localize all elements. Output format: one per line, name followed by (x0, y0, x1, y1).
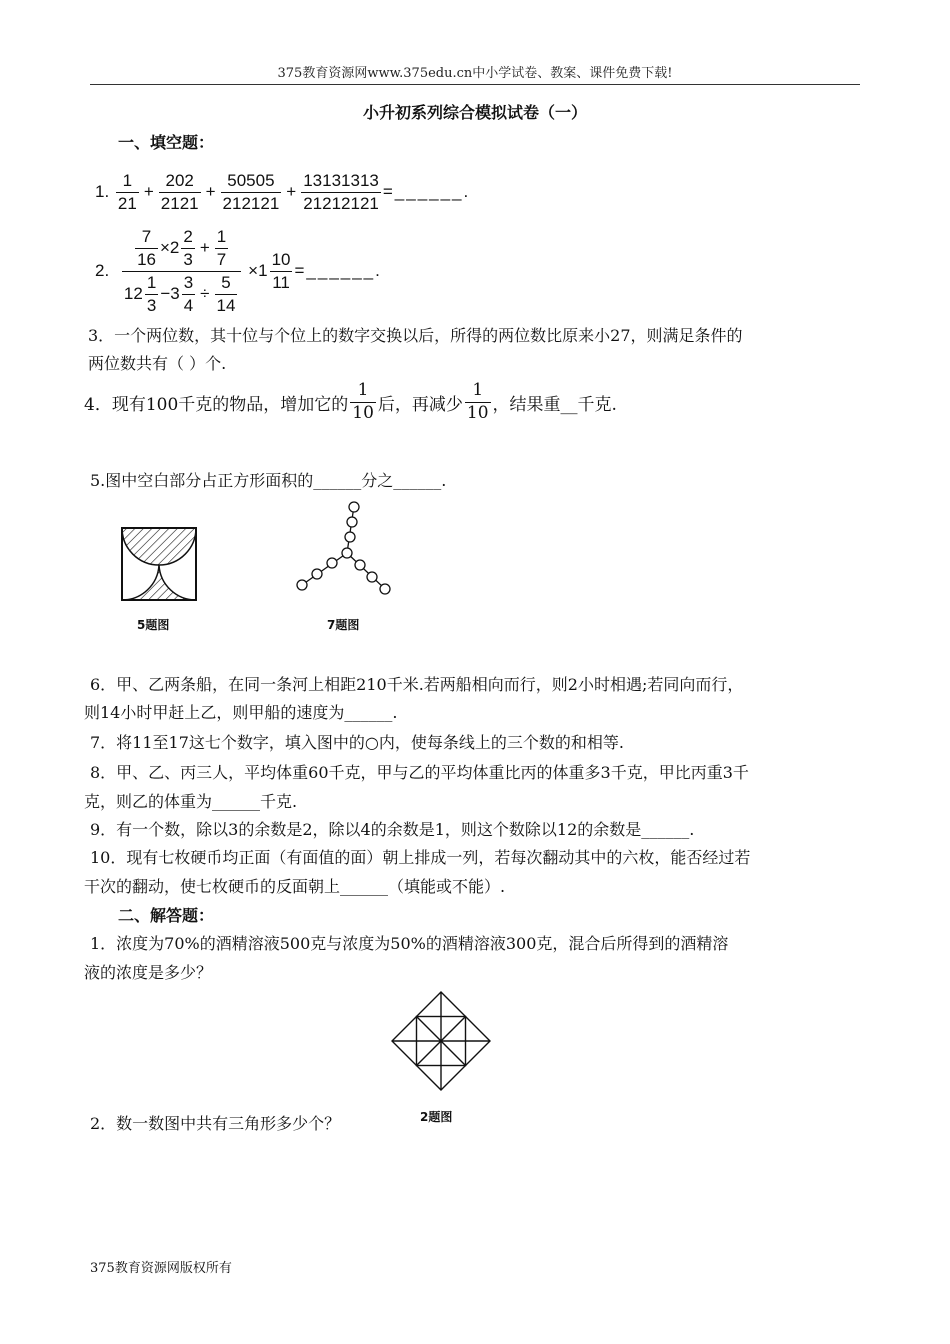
answer-question-1-line-2: 液的浓度是多少？ (84, 963, 213, 982)
circle-node (345, 532, 355, 542)
fraction: $\frac{10}{11}$ (271, 249, 291, 292)
question-6-line-2: 则14小时甲赶上乙，则甲船的速度为______. (84, 703, 398, 722)
fraction: $\frac{7}{16}$ (137, 227, 156, 269)
figure-q7-caption: 7题图 (327, 618, 360, 632)
question-6-line-1: 6．甲、乙两条船，在同一条河上相距210千米.若两船相向而行，则2小时相遇;若同向而行， (90, 675, 744, 694)
question-10-line-1: 10．现有七枚硬币均正面（有面值的面）朝上排成一列，若每次翻动其中的六枚，能否经过若 (90, 848, 751, 867)
question-1-number: 1. (95, 181, 110, 201)
circle-node (297, 580, 307, 590)
question-3-line-2: 两位数共有（ ）个. (88, 354, 227, 373)
question-4: 4．现有100千克的物品，增加它的 $\frac{1}{10}$ 后，再减少 $\frac{1}{10}$ ，结果重__千克. (84, 380, 617, 423)
figure-q5-square (120, 526, 200, 604)
fraction: $\frac{13131313}{21212121}$ (303, 171, 379, 213)
question-8-line-2: 克，则乙的体重为______千克. (84, 792, 298, 811)
fraction: $\frac{1}{3}$ (146, 272, 157, 315)
figure-q5-caption: 5题图 (137, 618, 170, 632)
circle-node (347, 517, 357, 527)
question-5: 5.图中空白部分占正方形面积的______分之______. (90, 471, 447, 490)
hatched-semicircle (122, 528, 196, 565)
circle-node (355, 560, 365, 570)
answer-question-2: 2．数一数图中共有三角形多少个？ (90, 1114, 341, 1133)
circle-node (327, 558, 337, 568)
circle-node (367, 572, 377, 582)
fraction: $\frac{1}{10}$ (466, 380, 489, 423)
page-header: 375教育资源网www.375edu.cn中小学试卷、教案、课件免费下载! (277, 66, 673, 81)
circle-node (342, 548, 352, 558)
answer-blank: =______. (294, 261, 382, 281)
section-fill-in-heading: 一、填空题： (118, 133, 215, 152)
fraction: $\frac{202}{2121}$ (160, 171, 199, 213)
header-rule (90, 84, 860, 85)
page-footer: 375教育资源网版权所有 (90, 1261, 232, 1276)
question-3-line-1: 3．一个两位数，其十位与个位上的数字交换以后，所得的两位数比原来小27，则满足条件的 (88, 326, 743, 345)
hatched-bottom-region (122, 565, 196, 600)
question-9: 9．有一个数，除以3的余数是2，除以4的余数是1，则这个数除以12的余数是______. (90, 820, 695, 839)
question-2: 2. $\frac{7}{16}$ ×2 $\frac{2}{3}$ + $\frac{1}{7}$ 12 $\frac{1}{3}$ −3 $\frac{3}{4}$ ÷ $\frac{5}{14}$ ×1 $\frac{10}{11}$ =______. (95, 227, 382, 315)
complex-fraction: $\frac{7}{16}$ ×2 $\frac{2}{3}$ + $\frac{1}{7}$ 12 $\frac{1}{3}$ −3 $\frac{3}{4}$ ÷ $\frac{5}{14}$ (122, 228, 242, 314)
fraction: $\frac{1}{10}$ (352, 380, 374, 423)
question-10-line-2: 干次的翻动，使七枚硬币的反面朝上______（填能或不能）. (84, 877, 506, 896)
fraction: $\frac{5}{14}$ (216, 272, 236, 315)
page-title: 小升初系列综合模拟试卷（一） (362, 103, 587, 122)
question-1: 1. $\frac{1}{21}$ + $\frac{202}{2121}$ + $\frac{50505}{212121}$ + $\frac{13131313}{21212121}$ =______. (95, 171, 471, 213)
section-answer-heading: 二、解答题： (118, 906, 215, 925)
fraction: $\frac{1}{21}$ (117, 171, 137, 213)
fraction: $\frac{2}{3}$ (183, 227, 193, 269)
circle-node (312, 569, 322, 579)
fraction: $\frac{3}{4}$ (183, 272, 194, 315)
question-7: 7．将11至17这七个数字，填入图中的○内，使每条线上的三个数的和相等. (90, 733, 624, 752)
figure-a2-diamond (390, 990, 492, 1092)
circle-node (380, 584, 390, 594)
answer-question-1-line-1: 1．浓度为70%的酒精溶液500克与浓度为50%的酒精溶液300克，混合后所得到的酒精溶 (90, 934, 729, 953)
question-2-number: 2. (95, 261, 110, 281)
fraction: $\frac{50505}{212121}$ (222, 171, 280, 213)
fraction: $\frac{1}{7}$ (216, 227, 227, 269)
question-8-line-1: 8．甲、乙、丙三人，平均体重60千克，甲与乙的平均体重比丙的体重多3千克，甲比丙重3千 (90, 763, 749, 782)
figure-a2-caption: 2题图 (420, 1110, 453, 1124)
answer-blank: =______. (382, 181, 471, 201)
circle-node (349, 502, 359, 512)
figure-q7-circles (292, 496, 392, 604)
